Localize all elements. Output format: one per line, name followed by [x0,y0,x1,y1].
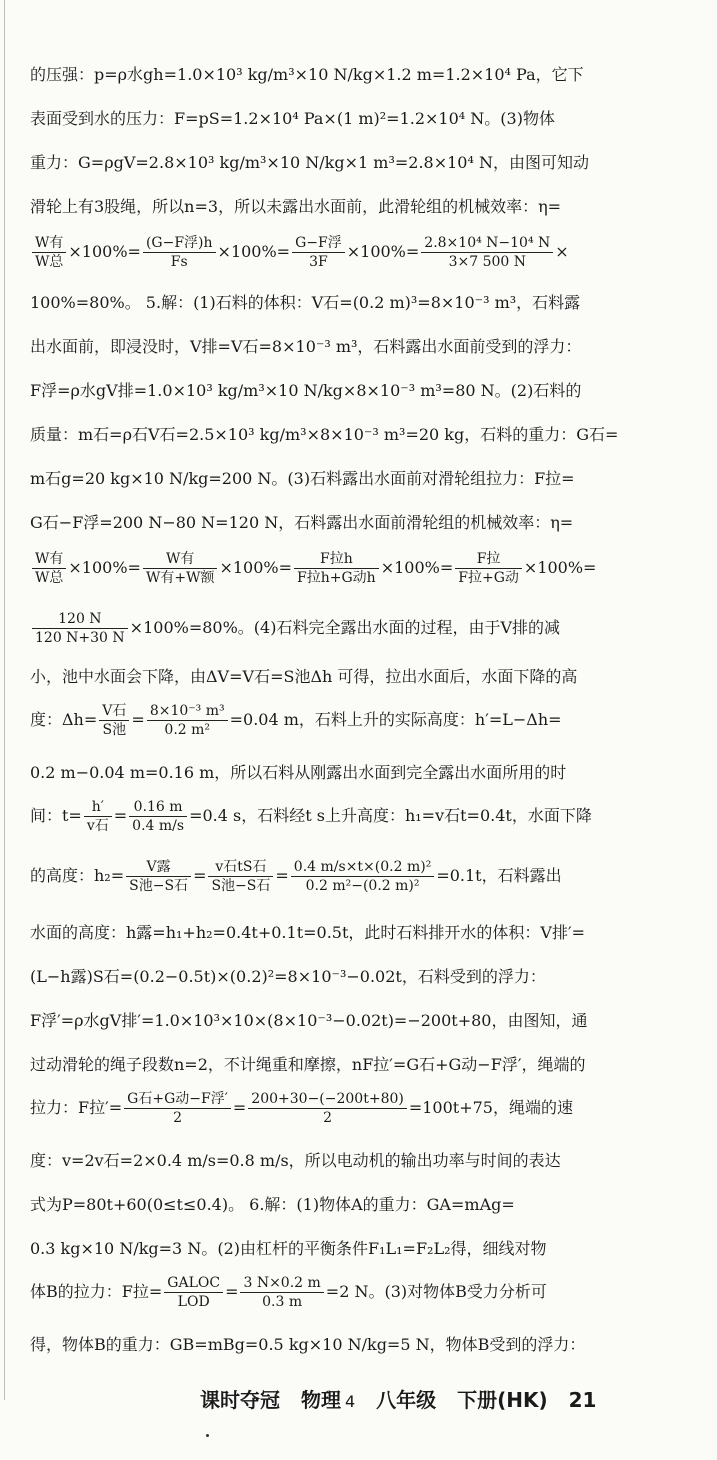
margin-line [4,0,5,1400]
formula-text: ×100%= [380,558,454,577]
grade: 八年级 [376,1388,437,1412]
numerator: h′ [84,798,112,817]
denominator: 120 N+30 N [35,630,125,646]
fraction [164,1274,223,1311]
denominator: 0.2 m²−(0.2 m)² [305,878,420,894]
text-line: (L−h露)S石=(0.2−0.5t)×(0.2)²=8×10⁻³−0.02t，石料受到的浮力： [30,967,546,986]
fraction [455,550,522,587]
numerator: v石tS石 [208,858,273,877]
formula-text: × [555,242,569,261]
fraction [143,550,218,587]
formula-text: = [113,806,128,825]
numerator: V石 [99,702,129,721]
formula-text: ×100%= [346,242,420,261]
fraction [84,798,112,835]
denominator: W总 [35,570,64,586]
numerator: GALOC [164,1274,223,1293]
text-line: 水面的高度：h露=h₁+h₂=0.4t+0.1t=0.5t，此时石料排开水的体积：V排′= [30,923,585,942]
numerator: F拉h [294,550,379,569]
formula-line [30,1274,547,1311]
fraction [292,234,345,271]
formula-text: ×100%= [219,558,293,577]
fraction [294,550,379,587]
formula-text: =100t+75，绳端的速 [408,1098,573,1117]
fraction [240,1274,323,1311]
fraction [126,858,191,895]
fraction [147,702,228,739]
formula-text: 拉力：F拉′= [30,1098,123,1117]
numerator: 3 N×0.2 m [240,1274,323,1293]
volume: 下册(HK) [457,1388,548,1412]
formula-text: =0.04 m，石料上升的实际高度：h′=L−Δh= [229,710,562,729]
formula-line [30,1090,573,1127]
denominator: S池−S石 [211,878,271,894]
formula-text: ×100%= [68,242,141,261]
text-line: 0.2 m−0.04 m=0.16 m，所以石料从刚露出水面到完全露出水面所用的时 [30,763,567,782]
formula-text: ×100%= [217,242,291,261]
text-line: 度：v=2v石=2×0.4 m/s=0.8 m/s，所以电动机的输出功率与时间的表达 [30,1151,561,1170]
formula-text: =2 N。(3)对物体B受力分析可 [325,1282,547,1301]
denominator: 0.4 m/s [132,818,185,834]
formula-text: ×100%= [68,558,141,577]
numerator: G石+G动−F浮′ [124,1090,231,1109]
denominator: 0.2 m² [164,722,211,738]
numerator: 8×10⁻³ m³ [147,702,228,721]
formula-line [30,702,562,739]
denominator: v石 [86,818,109,834]
fraction [99,702,129,739]
text-line: 式为P=80t+60(0≤t≤0.4)。 6.解：(1)物体A的重力：GA=mAg= [30,1195,515,1214]
fraction [248,1090,407,1127]
denominator: Fs [170,254,188,270]
formula-text: ×100%=80%。(4)石料完全露出水面的过程，由于V排的减 [129,618,561,637]
text-line: 出水面前，即浸没时，V排=V石=8×10⁻³ m³，石料露出水面前受到的浮力： [30,337,582,356]
formula-text: = [225,1282,239,1301]
numerator: 120 N [32,610,128,629]
numerator: 200+30−(−200t+80) [248,1090,407,1109]
formula-text: =0.1t，石料露出 [436,866,562,885]
text-line: 得，物体B的重力：GB=mBg=0.5 kg×10 N/kg=5 N，物体B受到的浮力： [30,1335,586,1354]
text-line: m石g=20 kg×10 N/kg=200 N。(3)石料露出水面前对滑轮组拉力：F拉= [30,469,575,488]
formula-text: 体B的拉力：F拉= [30,1282,163,1301]
fraction [421,234,553,271]
formula-text: = [275,866,289,885]
fraction [291,858,435,895]
numerator: 0.4 m/s×t×(0.2 m)² [291,858,435,877]
denominator: 2 [323,1110,333,1126]
denominator: F拉h+G动h [297,570,376,586]
text-line: 滑轮上有3股绳，所以n=3，所以未露出水面前，此滑轮组的机械效率：η= [30,197,562,216]
formula-line [30,858,562,895]
subject-num: 4 [344,1392,356,1411]
text-line: G石−F浮=200 N−80 N=120 N，石料露出水面前滑轮组的机械效率：η= [30,513,574,532]
ink-dot [206,1434,209,1437]
fraction [208,858,273,895]
formula-line [30,610,560,647]
numerator: 0.16 m [129,798,187,817]
denominator: 2 [173,1110,182,1126]
numerator: (G−F浮)h [143,234,216,253]
text-line: F浮′=ρ水gV排′=1.0×10³×10×(8×10⁻³−0.02t)=−200t+80，由图知，通 [30,1011,588,1030]
numerator: W有 [143,550,218,569]
text-line: 小，池中水面会下降，由ΔV=V石=S池Δh 可得，拉出水面后，水面下降的高 [30,667,578,686]
page-number: 21 [568,1388,597,1412]
fraction [124,1090,231,1127]
page-footer [200,1384,630,1413]
numerator: F拉 [455,550,522,569]
text-line: 质量：m石=ρ石V石=2.5×10³ kg/m³×8×10⁻³ m³=20 kg，石料的重力：G石= [30,425,619,444]
formula-line [30,234,569,271]
denominator: 0.3 m [262,1294,303,1310]
formula-text: = [232,1098,247,1117]
formula-line [30,798,592,835]
formula-text: ×100%= [523,558,597,577]
denominator: W总 [35,254,64,270]
fraction [32,234,66,271]
text-line: 重力：G=ρgV=2.8×10³ kg/m³×10 N/kg×1 m³=2.8×10⁴ N，由图可知动 [30,153,589,172]
numerator: V露 [126,858,191,877]
numerator: W有 [32,550,66,569]
fraction [129,798,187,835]
book-brand: 课时夺冠 [200,1388,280,1412]
formula-text: 的高度：h₂= [30,866,125,885]
denominator: 3F [309,254,328,270]
text-line: 过动滑轮的绳子段数n=2，不计绳重和摩擦，nF拉′=G石+G动−F浮′，绳端的 [30,1055,586,1074]
text-line: 100%=80%。 5.解：(1)石料的体积：V石=(0.2 m)³=8×10⁻³ m³，石料露 [30,293,581,312]
text-line: 0.3 kg×10 N/kg=3 N。(2)由杠杆的平衡条件F₁L₁=F₂L₂得，细线对物 [30,1239,547,1258]
text-line: 的压强：p=ρ水gh=1.0×10³ kg/m³×10 N/kg×1.2 m=1.2×10⁴ Pa，它下 [30,65,584,84]
text-line: F浮=ρ水gV排=1.0×10³ kg/m³×10 N/kg×8×10⁻³ m³=80 N。(2)石料的 [30,381,582,400]
subject: 物理 [300,1388,341,1412]
denominator: 3×7 500 N [448,254,526,270]
denominator: LOD [177,1294,210,1310]
formula-text: =0.4 s，石料经t s上升高度：h₁=v石t=0.4t，水面下降 [189,806,592,825]
text-line: 表面受到水的压力：F=pS=1.2×10⁴ Pa×(1 m)²=1.2×10⁴ N。(3)物体 [30,109,555,128]
fraction [143,234,216,271]
fraction [32,550,66,587]
numerator: 2.8×10⁴ N−10⁴ N [421,234,553,253]
numerator: W有 [32,234,66,253]
denominator: S池 [102,722,127,738]
denominator: W有+W额 [145,570,215,586]
formula-line [30,550,596,587]
fraction [32,610,128,647]
denominator: F拉+G动 [458,570,519,586]
formula-text: 间：t= [30,806,82,825]
numerator: G−F浮 [292,234,345,253]
formula-text: = [131,710,145,729]
formula-text: 度：Δh= [30,710,98,729]
formula-text: = [193,866,207,885]
denominator: S池−S石 [129,878,189,894]
